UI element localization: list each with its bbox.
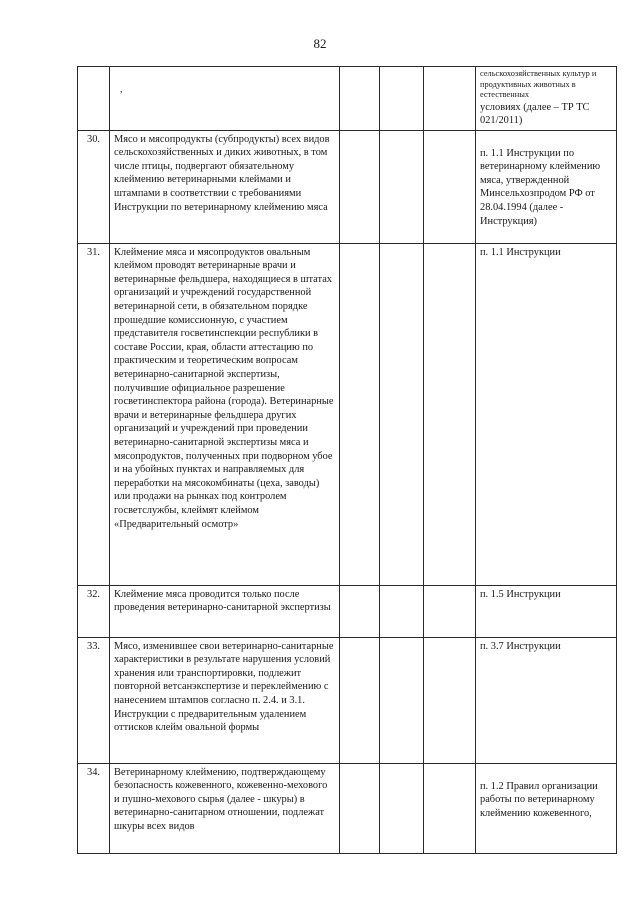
row-reference-text: п. 1.1 Инструкции по ветеринарному клеймению мяса, утвержденной Минсельхозпродом РФ от 28.04.1994 (далее - Инструкция) — [480, 147, 601, 227]
table-row — [78, 637, 617, 763]
table-row — [78, 763, 617, 853]
table-row — [78, 67, 617, 131]
row-reference — [476, 130, 617, 243]
page-number: 82 — [313, 36, 327, 51]
row-reference-text: п. 1.2 Правил организации работы по ветеринарному клеймению кожевенного, — [480, 780, 598, 819]
empty-cell — [340, 585, 380, 637]
row-number — [78, 67, 110, 131]
row-reference-small: сельскохозяйственных культур и продуктивных животных в естественных — [480, 69, 597, 99]
row-number: 32. — [78, 585, 110, 637]
table-row — [78, 130, 617, 243]
empty-cell — [424, 243, 476, 585]
row-requirement-text: Мясо, изменившее свои ветеринарно-санитарные характеристики в результате нарушения условий хранения или транспортировки, подлежит повторной ветсанэкспертизе и переклеймению с нанесением штампов согласно п. 2.4. и 3.1. Инструкции с предварительным удалением оттисков клейм овальной формы — [110, 637, 340, 763]
row-reference: п. 1.5 Инструкции — [476, 585, 617, 637]
row-reference-tail: условиях (далее – ТР ТС 021/2011) — [480, 101, 590, 127]
row-requirement-mark: , — [120, 84, 123, 95]
row-reference — [476, 67, 617, 131]
row-requirement-text: Ветеринарному клеймению, подтверждающему безопасность кожевенного, кожевенно-мехового и пушно-мехового сырья (далее - шкуры) в ветеринарно-санитарном отношении, подлежат шкуры всех видов — [110, 763, 340, 853]
empty-cell — [424, 763, 476, 853]
empty-cell — [380, 67, 424, 131]
empty-cell — [340, 67, 380, 131]
empty-cell — [380, 585, 424, 637]
empty-cell — [340, 637, 380, 763]
row-reference: п. 1.1 Инструкции — [476, 243, 617, 585]
row-reference — [476, 763, 617, 853]
row-number: 31. — [78, 243, 110, 585]
row-reference: п. 3.7 Инструкции — [476, 637, 617, 763]
row-number: 30. — [78, 130, 110, 243]
row-requirement-text: Клеймение мяса проводится только после проведения ветеринарно-санитарной экспертизы — [110, 585, 340, 637]
empty-cell — [380, 637, 424, 763]
empty-cell — [424, 637, 476, 763]
empty-cell — [380, 763, 424, 853]
empty-cell — [424, 67, 476, 131]
empty-cell — [424, 585, 476, 637]
empty-cell — [340, 243, 380, 585]
row-requirement-text: Мясо и мясопродукты (субпродукты) всех видов сельскохозяйственных и диких животных, в том числе птицы, подвергают обязательному клеймению ветеринарными клеймами и штампами в соответствии с требованиями Инструкции по ветеринарному клеймению мяса — [110, 130, 340, 243]
empty-cell — [340, 763, 380, 853]
empty-cell — [424, 130, 476, 243]
empty-cell — [380, 130, 424, 243]
table-row — [78, 585, 617, 637]
row-requirement-text: Клеймение мяса и мясопродуктов овальным клеймом проводят ветеринарные врачи и ветеринарные фельдшера, находящиеся в штатах организаций и учреждений государственной ветеринарной сети, в обязательном порядке прошедшие комиссионную, с участием представителя госветинспекции республики в составе России, края, области аттестацию по практическим и теоретическим вопросам ветеринарно-санитарной экспертизы, получившие официальное разрешение госветинспектора района (города). Ветеринарные врачи и ветеринарные фельдшера других организаций и учреждений при проведении ветеринарно-санитарной экспертизы мяса и мясопродуктов, полученных при подворном убое и на убойных пунктах и направляемых для переработки на мясокомбинаты (цеха, заводы) или продажи на рынках под контролем госветслужбы, клеймят клеймом «Предварительный осмотр» — [110, 243, 340, 585]
requirements-table — [77, 66, 617, 854]
row-requirement-text — [110, 67, 340, 131]
row-number: 33. — [78, 637, 110, 763]
row-number: 34. — [78, 763, 110, 853]
empty-cell — [340, 130, 380, 243]
table-row — [78, 243, 617, 585]
empty-cell — [380, 243, 424, 585]
